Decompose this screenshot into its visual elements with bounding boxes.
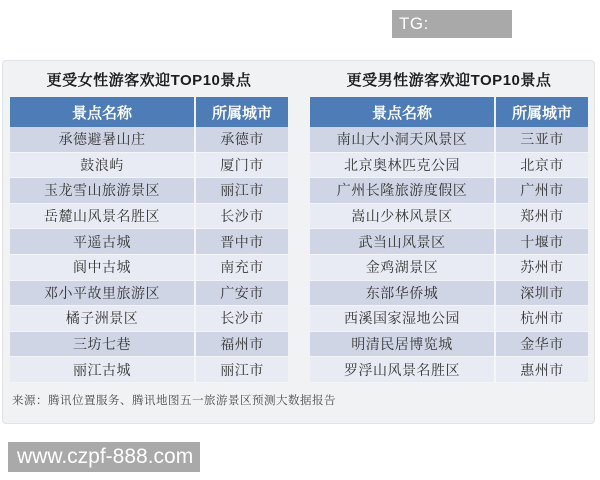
table-row (10, 332, 288, 358)
female-table-header-row (10, 97, 288, 127)
female-table-title: 更受女性游客欢迎TOP10景点 (46, 72, 252, 89)
bottom-left-watermark-badge: www.czpf-888.com (8, 442, 200, 472)
table-row (310, 306, 588, 332)
city-cell: 郑州市 (494, 204, 588, 229)
column-header-city: 所属城市 (194, 97, 288, 127)
source-note: 来源：腾讯位置服务、腾讯地图五一旅游景区预测大数据报告 (12, 395, 336, 407)
city-cell: 晋中市 (194, 229, 288, 254)
city-cell: 长沙市 (194, 306, 288, 331)
attraction-cell: 鼓浪屿 (80, 156, 124, 173)
table-row (10, 229, 288, 255)
attraction-cell: 橘子洲景区 (65, 310, 139, 327)
table-row (10, 281, 288, 307)
city-cell: 三亚市 (494, 127, 588, 152)
attraction-cell: 岳麓山风景名胜区 (44, 208, 160, 225)
city-cell: 惠州市 (494, 357, 588, 382)
attraction-cell: 南山大小洞天风景区 (336, 131, 468, 148)
table-row (310, 153, 588, 179)
city-cell: 厦门市 (194, 153, 288, 178)
city-cell: 南充市 (194, 255, 288, 280)
table-row (10, 204, 288, 230)
top-right-watermark-badge: TG: MYYJJPP (392, 10, 512, 38)
city-cell: 长沙市 (194, 204, 288, 229)
table-row (310, 281, 588, 307)
attraction-cell: 平遥古城 (73, 233, 131, 250)
attraction-cell: 西溪国家湿地公园 (344, 310, 460, 327)
city-cell: 广州市 (494, 178, 588, 203)
city-cell: 丽江市 (194, 178, 288, 203)
attraction-cell: 明清民居博览城 (351, 336, 453, 353)
table-row (10, 306, 288, 332)
table-row (310, 255, 588, 281)
attraction-cell: 丽江古城 (73, 361, 131, 378)
attraction-cell: 罗浮山风景名胜区 (344, 361, 460, 378)
city-cell: 苏州市 (494, 255, 588, 280)
table-row (10, 178, 288, 204)
table-row (10, 255, 288, 281)
city-cell: 十堰市 (494, 229, 588, 254)
city-cell: 北京市 (494, 153, 588, 178)
table-row (10, 153, 288, 179)
column-header-attraction: 景点名称 (371, 104, 432, 122)
attraction-cell: 东部华侨城 (365, 284, 439, 301)
attraction-cell: 三坊七巷 (73, 336, 131, 353)
column-header-city: 所属城市 (494, 97, 588, 127)
male-table-header-row (310, 97, 588, 127)
table-row (310, 178, 588, 204)
attraction-cell: 阆中古城 (73, 259, 131, 276)
attraction-cell: 金鸡湖景区 (365, 259, 439, 276)
city-cell: 广安市 (194, 281, 288, 306)
table-row (10, 357, 288, 383)
male-table-body (310, 127, 588, 383)
city-cell: 承德市 (194, 127, 288, 152)
table-row (310, 229, 588, 255)
table-row (10, 127, 288, 153)
attraction-cell: 玉龙雪山旅游景区 (44, 182, 160, 199)
attraction-cell: 武当山风景区 (358, 233, 446, 250)
city-cell: 金华市 (494, 332, 588, 357)
table-row (310, 204, 588, 230)
table-row (310, 332, 588, 358)
city-cell: 深圳市 (494, 281, 588, 306)
female-top10-table (10, 68, 288, 383)
male-top10-table (310, 68, 588, 383)
column-header-attraction: 景点名称 (71, 104, 132, 122)
male-table-title: 更受男性游客欢迎TOP10景点 (346, 72, 552, 89)
attraction-cell: 嵩山少林风景区 (351, 208, 453, 225)
city-cell: 杭州市 (494, 306, 588, 331)
table-row (310, 127, 588, 153)
city-cell: 丽江市 (194, 357, 288, 382)
female-table-body (10, 127, 288, 383)
attraction-cell: 广州长隆旅游度假区 (336, 182, 468, 199)
attraction-cell: 邓小平故里旅游区 (44, 284, 160, 301)
table-row (310, 357, 588, 383)
attraction-cell: 北京奥林匹克公园 (344, 156, 460, 173)
city-cell: 福州市 (194, 332, 288, 357)
attraction-cell: 承德避暑山庄 (58, 131, 146, 148)
